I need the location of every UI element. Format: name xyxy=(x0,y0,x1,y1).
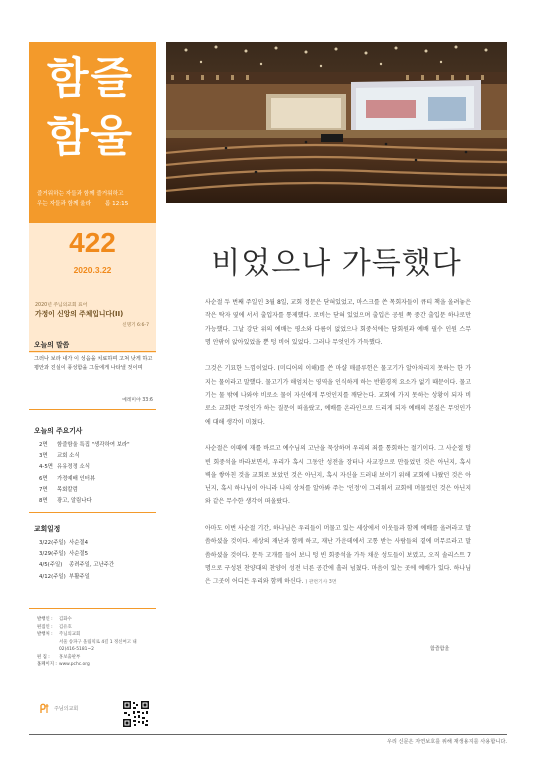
issue-box xyxy=(29,223,156,353)
schedule-event: 사순절4 xyxy=(69,539,89,546)
colophon-row xyxy=(37,646,155,654)
schedule-item xyxy=(39,536,154,547)
article-body xyxy=(205,296,471,590)
issue-date: 2020.3.22 xyxy=(73,265,112,275)
article-paragraph xyxy=(205,522,471,589)
article-paragraph: 사순절 두 번째 주일인 3월 8일, 교회 정문은 닫혀있었고, 마스크를 쓴 목회자들이 큐티 책을 올려놓은 작은 탁자 옆에 서서 출입자를 통제했다. 로비는 닫혀 있었으며 출입은 공원 쪽 중간 출입문 하나로만 가능했다. 그날 강단 위의 예배는 평소와 다름이 없었으나 회중석에는 담회원과 예배 필수 인원 스무 명 안팎이 앉아있었을 뿐 텅 비어 있었다. 그러나 무엇인가 가득했다. xyxy=(205,299,471,346)
colophon-key: 발행처 : xyxy=(37,632,53,637)
article-paragraph: 그것은 기묘한 느낌이었다. (미디어의 이해)를 쓴 마샬 매클루헌은 물고기가 알아차리지 못하는 한 가지는 물이라고 말했다. 물고기가 해엄치는 영역을 인식하게 하는 반환경적 요소가 없기 때문이다. 물고기는 물 밖에 나와야 비로소 물이 자신에게 무엇인지를 깨닫는다. 교회에 가지 못하는 상황이 되자 비로소 교회란 무엇인가 하는 질문이 떠올랐고, 예배를 온라인으로 드리게 되자 예배의 본질은 무엇인가에 대해 생각이 미쳤다. xyxy=(205,365,471,426)
church-logo xyxy=(39,702,78,714)
news-item[interactable] xyxy=(39,438,154,449)
article-headline: 비었으나 가득했다 xyxy=(211,246,462,281)
divider xyxy=(29,608,156,609)
colophon-value: 김유호 xyxy=(59,624,72,630)
schedule-date: 3/22(주일) xyxy=(39,539,66,546)
colophon-value: 서울 송파구 올림픽로 4길 1 정신여고 내 xyxy=(59,639,137,645)
todays-word-text: 그러나 보라 내가 이 성읍을 치료하며 고쳐 낫게 하고 평안과 진실이 풍성함을 그들에게 나타낼 것이며 xyxy=(34,356,153,371)
colophon-row xyxy=(37,654,155,662)
masthead xyxy=(29,42,156,223)
colophon-row xyxy=(37,624,155,632)
news-title: 함즐함울 특집 "생각하여 보라" xyxy=(57,441,130,448)
colophon-key: 홈페이지 : xyxy=(37,662,57,667)
masthead-subtitle-ref: 롬 12:15 xyxy=(104,201,129,207)
qr-code-icon[interactable] xyxy=(122,700,150,728)
masthead-title-line2: 함울 xyxy=(47,112,135,162)
schedule-date: 4/12(주일) xyxy=(39,573,66,580)
schedule-event: 종려주일, 고난주간 xyxy=(69,562,115,569)
colophon-row xyxy=(37,661,155,669)
news-item[interactable] xyxy=(39,461,154,472)
news-page: 2면 xyxy=(39,441,48,448)
church-logo-icon xyxy=(39,702,51,714)
article-author: 함즐함울 xyxy=(430,646,450,652)
article-paragraph: 사순절은 이때에 재를 바르고 예수님의 고난을 묵상하며 우리의 죄를 통회하는 절기이다. 그 사순절 텅 빈 회중석을 바라보면서, 우리가 혹시 그동안 성전을 장터나 사교장으로 만들었던 것은 아닌지, 혹시 벽을 쌓아친 것을 교회로 보았던 것은 아닌지, 혹시 자신을 드러내 보이기 위해 교회에 나왔던 것은 아닌지, 혹시 하나님이 아니라 나의 상처를 알아봐 주는 '인정'이 그리워서 교회에 머물렀던 것은 아닌지와 같은 무수한 생각이 떠올랐다. xyxy=(205,445,471,506)
news-page: 6면 xyxy=(39,475,48,482)
masthead-subtitle-line1: 즐거워하는 자들과 함께 즐거워하고 xyxy=(37,191,124,197)
masthead-title xyxy=(47,50,147,166)
footer-divider xyxy=(29,734,507,735)
schedule-heading: 교회일정 xyxy=(34,525,61,533)
colophon-key: 편집인 : xyxy=(37,624,53,630)
colophon-value: www.pchc.org xyxy=(59,662,90,667)
schedule-list xyxy=(39,536,154,581)
colophon xyxy=(37,616,155,669)
news-item[interactable] xyxy=(39,472,154,483)
article-paragraph-text: 아마도 이번 사순절 기간, 하나님은 우리들이 머물고 있는 세상에서 이웃들과 함께 예배를 올려라고 말씀하셨을 것이다. 세상의 재난과 함께 하고, 재난 가운데에서 고통 받는 사람들의 곁에 머무르라고 말씀하셨을 것이다. 문득 고개를 들어 보니 텅 빈 회중석을 가득 채운 성도들이 보였고, 오직 솔리스트 7명으로 구성된 찬양대의 찬양이 성전 너른 공간에 흘러 넘쳤다. 마음이 있는 곳에 예배가 있다. 하나님은 그곳이 어디든 우리와 함께 하신다. xyxy=(205,525,471,586)
schedule-item xyxy=(39,559,154,570)
colophon-key xyxy=(37,646,59,654)
schedule-event: 사순절5 xyxy=(69,550,89,557)
colophon-key: 편 집 : xyxy=(37,654,50,660)
schedule-date: 4/5(주일) xyxy=(39,562,63,569)
footer-note: 우리 신문은 자연보호를 위해 재생용지를 사용합니다. xyxy=(386,739,507,745)
news-title: 목회칼럼 xyxy=(57,486,78,493)
colophon-key: 발행인 : xyxy=(37,617,53,622)
news-title: 유유정정 소식 xyxy=(57,464,90,471)
news-page: 4-5면 xyxy=(39,464,54,471)
schedule-event: 부활주일 xyxy=(69,573,90,580)
news-title: 교회 소식 xyxy=(57,452,80,459)
schedule-item xyxy=(39,570,154,581)
news-page: 8면 xyxy=(39,498,48,505)
masthead-subtitle xyxy=(37,189,153,209)
colophon-key xyxy=(37,639,59,647)
news-title: 광고, 알림나다 xyxy=(57,498,92,505)
related-article-note[interactable]: ) 관련기사 3면 xyxy=(305,580,337,586)
colophon-row xyxy=(37,616,155,624)
news-page: 7면 xyxy=(39,486,48,493)
schedule-date: 3/29(주일) xyxy=(39,550,66,557)
colophon-value: 02)416-5181~2 xyxy=(59,647,94,652)
divider xyxy=(29,512,156,513)
masthead-title-line1: 함즐 xyxy=(47,54,135,104)
issue-number: 422 xyxy=(69,227,116,258)
todays-news-heading: 오늘의 주요기사 xyxy=(34,427,83,435)
todays-word-heading: 오늘의 말씀 xyxy=(34,341,70,349)
colophon-value: 김화수 xyxy=(59,617,72,622)
news-title: 가정예배 인터뷰 xyxy=(57,475,96,482)
colophon-row xyxy=(37,639,155,647)
masthead-subtitle-line2: 우는 자들과 함께 울라 xyxy=(37,201,91,207)
news-page: 3면 xyxy=(39,452,48,459)
issue-theme: 가정이 신앙의 주체입니다(II) xyxy=(35,310,124,318)
church-logo-text: 주님의교회 xyxy=(54,705,79,712)
issue-series: 2020년 주님의교회 표어 xyxy=(35,303,88,308)
sidebar xyxy=(29,42,156,734)
divider xyxy=(29,351,156,352)
colophon-value: 홍보출판부 xyxy=(59,654,81,660)
divider xyxy=(29,409,156,410)
colophon-row xyxy=(37,631,155,639)
todays-word-ref: 예레미야 33:6 xyxy=(122,398,153,403)
sanctuary-photo xyxy=(166,42,507,203)
issue-verse-ref: 신명기 6:6-7 xyxy=(122,323,149,328)
schedule-item xyxy=(39,547,154,558)
news-item[interactable] xyxy=(39,483,154,494)
news-item[interactable] xyxy=(39,449,154,460)
news-item[interactable] xyxy=(39,494,154,505)
news-list xyxy=(39,438,154,506)
colophon-value: 주님의교회 xyxy=(59,632,81,637)
